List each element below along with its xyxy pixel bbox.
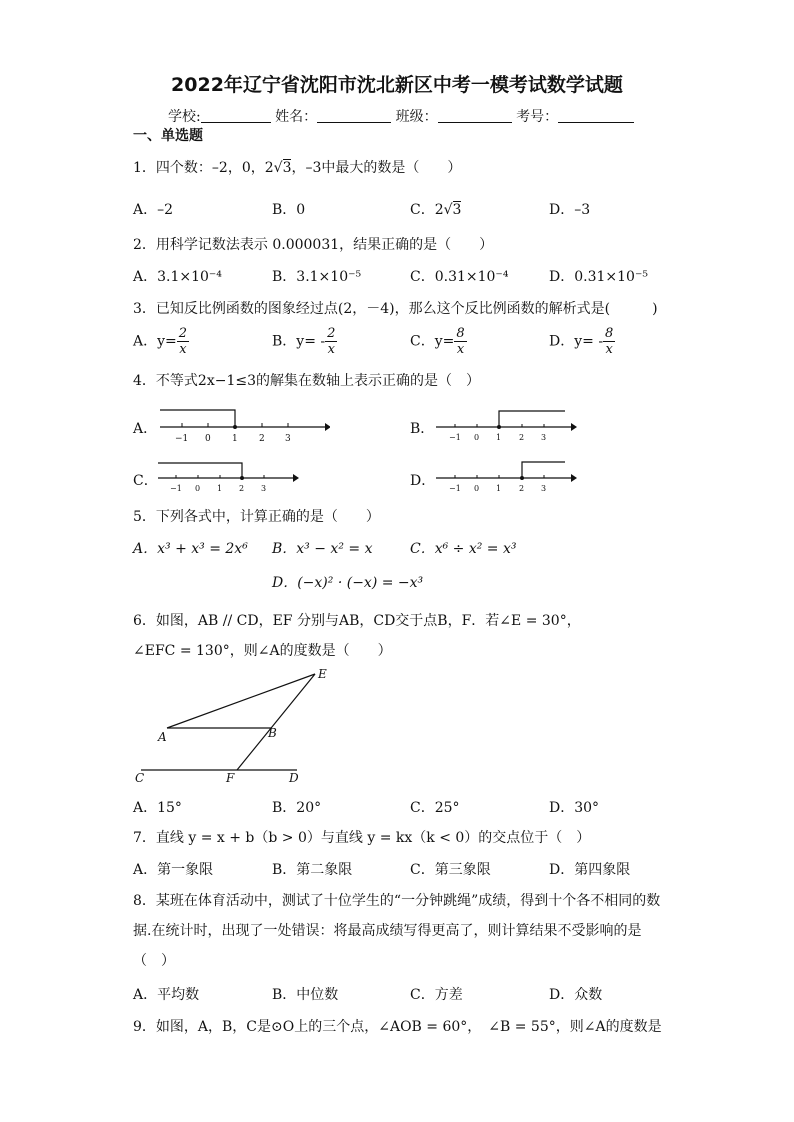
q1-option-b[interactable]: B．0 xyxy=(272,202,306,218)
question-6-line-2: ∠EFC = 130°，则∠A的度数是（ ） xyxy=(133,643,392,659)
q3-option-c[interactable]: C．y= $\frac{8}{x}$ xyxy=(410,326,465,357)
exam-no-blank[interactable] xyxy=(558,108,634,123)
q4-option-c-label[interactable]: C． xyxy=(133,473,158,489)
svg-text:2: 2 xyxy=(519,433,525,442)
svg-text:0: 0 xyxy=(474,433,480,442)
question-3-stem: 3．已知反比例函数的图象经过点(2，－4)，那么这个反比例函数的解析式是( ) xyxy=(133,301,658,317)
question-8-line-2: 据.在统计时，出现了一处错误：将最高成绩写得更高了，则计算结果不受影响的是 xyxy=(133,923,642,939)
svg-text:−1: −1 xyxy=(170,484,182,493)
svg-text:3: 3 xyxy=(285,434,291,444)
q7-option-c[interactable]: C．第三象限 xyxy=(410,862,491,878)
q8-option-d[interactable]: D．众数 xyxy=(549,987,603,1003)
q2-option-a[interactable]: A．3.1×10⁻⁴ xyxy=(133,269,222,285)
svg-text:B: B xyxy=(268,726,277,740)
q6-option-d[interactable]: D．30° xyxy=(549,800,600,816)
section-heading: 一、单选题 xyxy=(133,128,203,144)
svg-text:E: E xyxy=(318,667,327,681)
q7-option-a[interactable]: A．第一象限 xyxy=(133,862,214,878)
number-line-c xyxy=(155,458,300,498)
q8-option-a[interactable]: A．平均数 xyxy=(133,987,200,1003)
q1-option-a[interactable]: A．–2 xyxy=(133,202,174,218)
q6-option-c[interactable]: C．25° xyxy=(410,800,460,816)
q7-option-d[interactable]: D．第四象限 xyxy=(549,862,631,878)
svg-text:1: 1 xyxy=(496,484,502,493)
question-2-stem: 2．用科学记数法表示 0.000031，结果正确的是（ ） xyxy=(133,237,494,253)
question-8-line-1: 8．某班在体育活动中，测试了十位学生的“一分钟跳绳”成绩，得到十个各不相同的数 xyxy=(133,893,661,909)
q4-option-a-label[interactable]: A． xyxy=(133,421,158,437)
svg-text:3: 3 xyxy=(541,484,547,493)
question-5-stem: 5．下列各式中，计算正确的是（ ） xyxy=(133,509,380,525)
q2-option-b[interactable]: B．3.1×10⁻⁵ xyxy=(272,269,362,285)
svg-text:0: 0 xyxy=(474,484,480,493)
svg-text:1: 1 xyxy=(232,434,238,444)
page-title: 2022年辽宁省沈阳市沈北新区中考一模考试数学试题 xyxy=(171,74,623,96)
number-line-b xyxy=(433,405,578,447)
q5-option-a[interactable]: A．x³ + x³ = 2x⁶ xyxy=(133,541,248,557)
q5-option-b[interactable]: B．x³ − x² = x xyxy=(272,541,373,557)
svg-text:−1: −1 xyxy=(449,433,461,442)
number-line-a xyxy=(155,405,330,447)
svg-text:1: 1 xyxy=(217,484,223,493)
q3-option-a[interactable]: A．y= $\frac{2}{x}$ xyxy=(133,326,188,357)
school-label: 学校: xyxy=(168,109,201,125)
q3-option-b[interactable]: B．y= - $\frac{2}{x}$ xyxy=(272,326,336,357)
student-info-line xyxy=(168,106,634,126)
question-7-stem: 7．直线 y = x + b（b > 0）与直线 y = kx（k < 0）的交点位于（ ） xyxy=(133,830,591,846)
q2-option-d[interactable]: D．0.31×10⁻⁵ xyxy=(549,269,648,285)
svg-text:D: D xyxy=(289,771,299,785)
svg-text:2: 2 xyxy=(239,484,245,493)
q8-option-b[interactable]: B．中位数 xyxy=(272,987,339,1003)
geometry-figure-q6 xyxy=(130,664,340,786)
q4-option-b-label[interactable]: B． xyxy=(410,421,435,437)
q1-option-c[interactable]: C．2√3 xyxy=(410,202,462,218)
q5-option-c[interactable]: C．x⁶ ÷ x² = x³ xyxy=(410,541,517,557)
question-8-line-3: （ ） xyxy=(133,953,175,969)
q8-option-c[interactable]: C．方差 xyxy=(410,987,463,1003)
class-blank[interactable] xyxy=(438,108,512,123)
number-line-d xyxy=(433,458,578,498)
name-blank[interactable] xyxy=(317,108,391,123)
name-label: 姓名： xyxy=(275,109,318,125)
q5-option-d[interactable]: D．(−x)² · (−x) = −x³ xyxy=(272,575,424,591)
svg-text:A: A xyxy=(158,730,167,744)
question-4-stem: 4．不等式2x−1≤3的解集在数轴上表示正确的是（ ） xyxy=(133,373,480,389)
sqrt-symbol: √ xyxy=(273,160,283,176)
svg-text:1: 1 xyxy=(496,433,502,442)
svg-text:−1: −1 xyxy=(175,434,189,444)
exam-no-label: 考号： xyxy=(516,109,559,125)
svg-text:−1: −1 xyxy=(449,484,461,493)
svg-text:0: 0 xyxy=(195,484,201,493)
svg-text:C: C xyxy=(135,771,145,785)
svg-text:F: F xyxy=(226,771,235,785)
question-1-stem: 1．四个数：–2，0，2√3，–3中最大的数是（ ） xyxy=(133,160,462,176)
q7-option-b[interactable]: B．第二象限 xyxy=(272,862,353,878)
svg-text:3: 3 xyxy=(261,484,267,493)
svg-text:3: 3 xyxy=(541,433,547,442)
svg-text:2: 2 xyxy=(259,434,265,444)
school-blank[interactable] xyxy=(201,108,271,123)
q6-option-b[interactable]: B．20° xyxy=(272,800,322,816)
q4-option-d-label[interactable]: D． xyxy=(410,473,436,489)
class-label: 班级： xyxy=(395,109,438,125)
question-6-line-1: 6．如图，AB // CD，EF 分别与AB，CD交于点B，F．若∠E = 30°， xyxy=(133,613,581,629)
q6-option-a[interactable]: A．15° xyxy=(133,800,182,816)
svg-text:2: 2 xyxy=(519,484,525,493)
q3-option-d[interactable]: D．y= - $\frac{8}{x}$ xyxy=(549,326,614,357)
svg-text:0: 0 xyxy=(205,434,211,444)
question-9-stem: 9．如图，A，B，C是⊙O上的三个点，∠AOB = 60°， ∠B = 55°，则∠A的度数是 xyxy=(133,1019,662,1035)
q2-option-c[interactable]: C．0.31×10⁻⁴ xyxy=(410,269,509,285)
q1-option-d[interactable]: D．–3 xyxy=(549,202,591,218)
